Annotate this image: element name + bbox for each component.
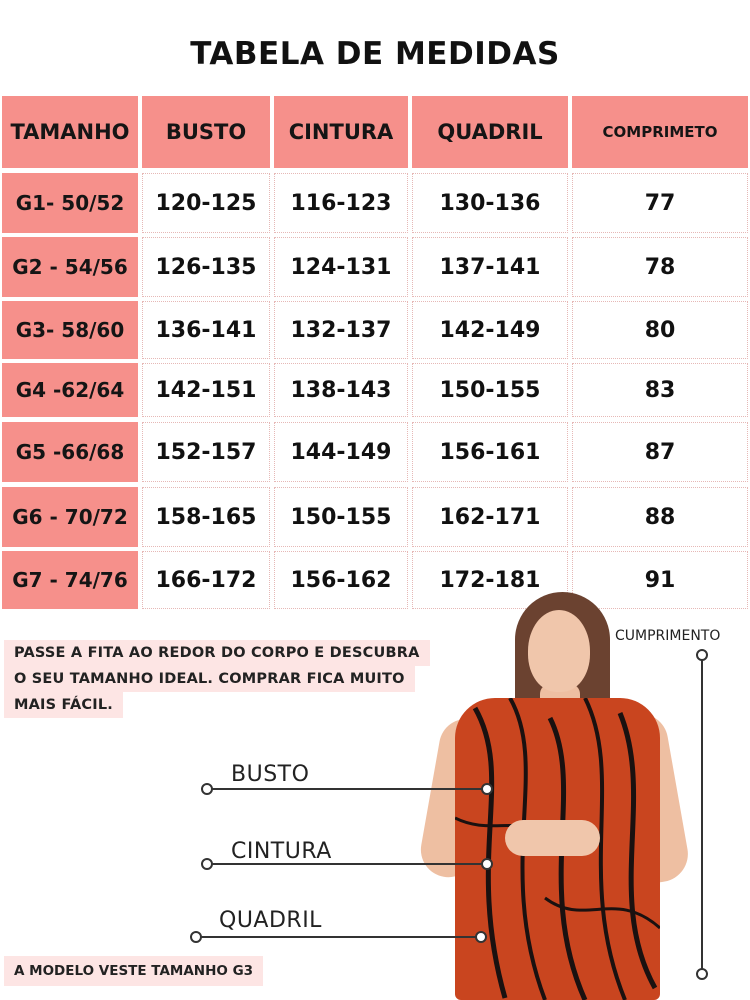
quadril-cell: 137-141 bbox=[412, 237, 568, 297]
comprimento-cell: 80 bbox=[572, 301, 748, 359]
quadril-cell: 142-149 bbox=[412, 301, 568, 359]
quadril-cell: 156-161 bbox=[412, 422, 568, 482]
quadril-cell: 162-171 bbox=[412, 487, 568, 547]
comprimento-cell: 78 bbox=[572, 237, 748, 297]
busto-cell: 136-141 bbox=[142, 301, 270, 359]
size-cell: G6 - 70/72 bbox=[2, 487, 138, 547]
size-cell: G4 -62/64 bbox=[2, 363, 138, 417]
size-cell: G2 - 54/56 bbox=[2, 237, 138, 297]
comprimento-cell: 88 bbox=[572, 487, 748, 547]
comprimento-cell: 87 bbox=[572, 422, 748, 482]
quadril-cell: 172-181 bbox=[412, 551, 568, 609]
comprimento-cell: 91 bbox=[572, 551, 748, 609]
cintura-cell: 144-149 bbox=[274, 422, 408, 482]
cintura-cell: 124-131 bbox=[274, 237, 408, 297]
size-cell: G5 -66/68 bbox=[2, 422, 138, 482]
cintura-cell: 156-162 bbox=[274, 551, 408, 609]
comprimento-cell: 83 bbox=[572, 363, 748, 417]
page-title: TABELA DE MEDIDAS bbox=[190, 36, 560, 72]
quadril-cell: 150-155 bbox=[412, 363, 568, 417]
cintura-label: CINTURA bbox=[231, 839, 332, 864]
busto-cell: 142-151 bbox=[142, 363, 270, 417]
header-comprimento: COMPRIMETO bbox=[572, 96, 748, 168]
size-cell: G1- 50/52 bbox=[2, 173, 138, 233]
comprimento-cell: 77 bbox=[572, 173, 748, 233]
model-size-note: A MODELO VESTE TAMANHO G3 bbox=[4, 956, 263, 986]
cintura-cell: 138-143 bbox=[274, 363, 408, 417]
busto-cell: 126-135 bbox=[142, 237, 270, 297]
header-cintura: CINTURA bbox=[274, 96, 408, 168]
quadril-guide-line bbox=[191, 932, 486, 942]
quadril-cell: 130-136 bbox=[412, 173, 568, 233]
note-line: O SEU TAMANHO IDEAL. COMPRAR FICA MUITO bbox=[4, 666, 415, 692]
cintura-cell: 116-123 bbox=[274, 173, 408, 233]
busto-cell: 166-172 bbox=[142, 551, 270, 609]
size-cell: G3- 58/60 bbox=[2, 301, 138, 359]
busto-cell: 152-157 bbox=[142, 422, 270, 482]
note-line: PASSE A FITA AO REDOR DO CORPO E DESCUBRA bbox=[4, 640, 430, 666]
cintura-cell: 132-137 bbox=[274, 301, 408, 359]
header-busto: BUSTO bbox=[142, 96, 270, 168]
comprimento-guide-line bbox=[697, 650, 707, 979]
quadril-label: QUADRIL bbox=[219, 908, 322, 933]
busto-cell: 120-125 bbox=[142, 173, 270, 233]
size-cell: G7 - 74/76 bbox=[2, 551, 138, 609]
busto-cell: 158-165 bbox=[142, 487, 270, 547]
header-tamanho: TAMANHO bbox=[2, 96, 138, 168]
comprimento-label: CUMPRIMENTO bbox=[615, 628, 721, 644]
cintura-cell: 150-155 bbox=[274, 487, 408, 547]
note-line: MAIS FÁCIL. bbox=[4, 692, 123, 718]
busto-label: BUSTO bbox=[231, 762, 310, 787]
header-quadril: QUADRIL bbox=[412, 96, 568, 168]
